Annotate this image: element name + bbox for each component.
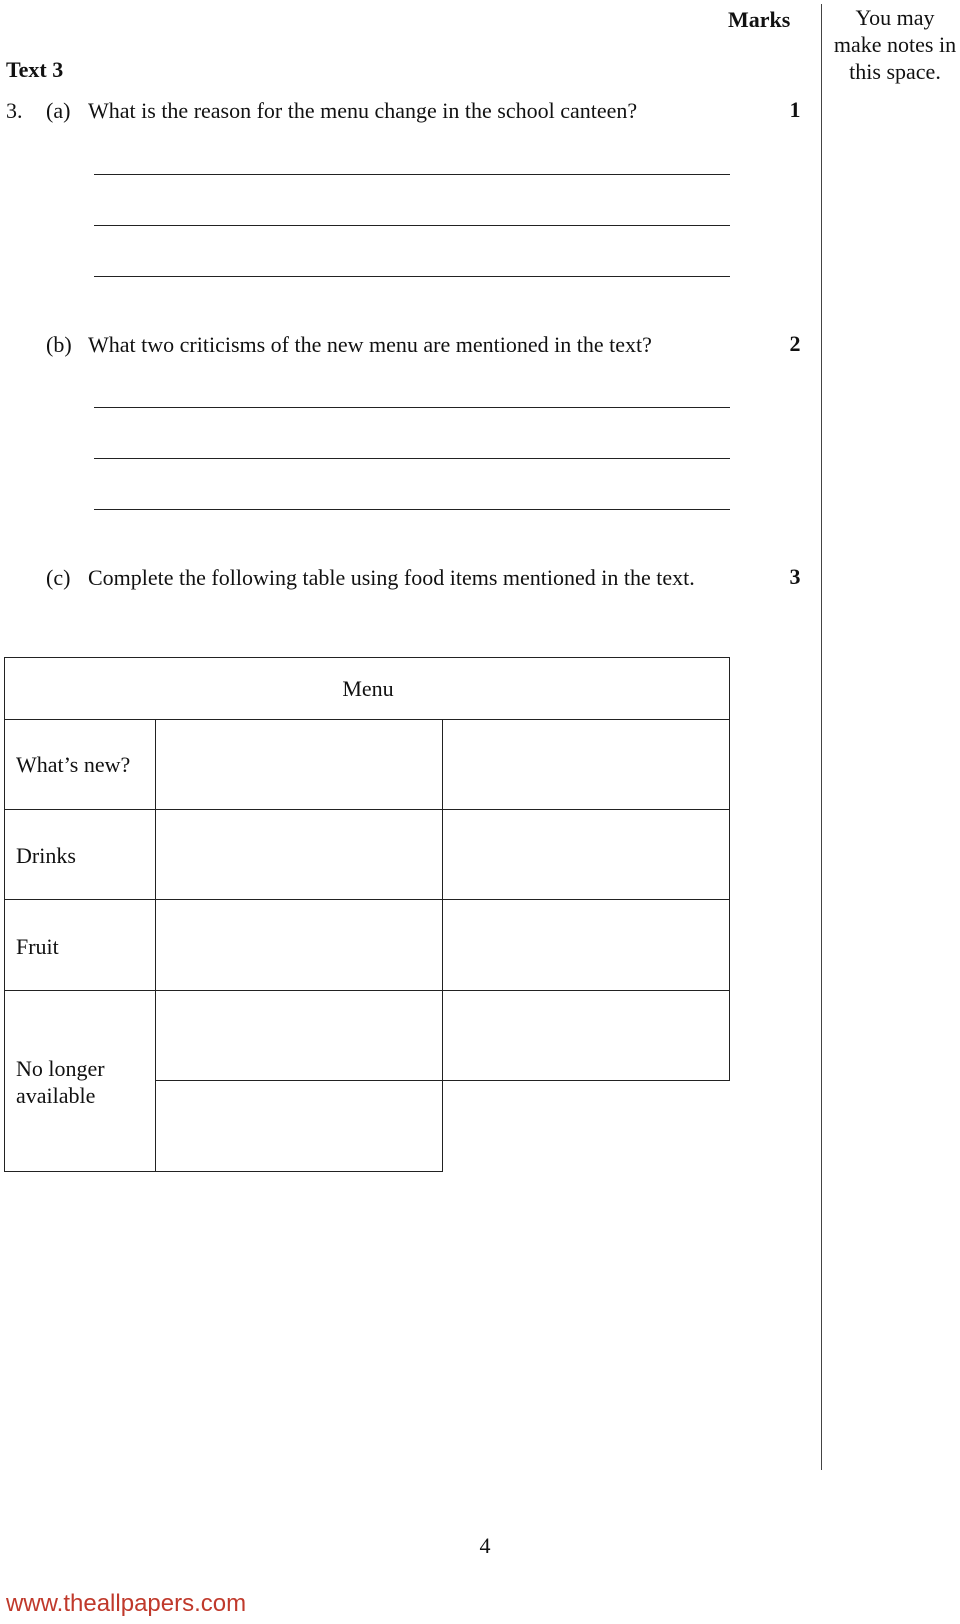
page-number: 4 (479, 1533, 491, 1558)
row-label-no-longer-available: No longer available (16, 1056, 105, 1108)
part-c-text: Complete the following table using food items mentioned in the text. (88, 565, 695, 590)
part-a-text: What is the reason for the menu change in the school canteen? (88, 98, 638, 123)
margin-rule (821, 4, 822, 1470)
notes-space-label: You may make notes in this space. (833, 5, 957, 84)
answer-cell-fruit-2[interactable] (442, 899, 730, 991)
answer-cell-no-longer-1[interactable] (155, 990, 443, 1081)
marks-header: Marks (728, 7, 791, 32)
answer-line-a1[interactable] (94, 174, 730, 175)
part-b-text: What two criticisms of the new menu are mentioned in the text? (88, 332, 652, 357)
answer-cell-drinks-2[interactable] (442, 809, 730, 900)
answer-line-a2[interactable] (94, 225, 730, 226)
menu-title-cell (4, 657, 730, 720)
footer-url-link[interactable]: www.theallpapers.com (6, 1590, 247, 1617)
row-label-drinks: Drinks (16, 843, 76, 868)
menu-title: Menu (342, 676, 394, 701)
part-c-label: (c) (46, 565, 71, 590)
answer-cell-no-longer-2[interactable] (442, 990, 730, 1081)
answer-cell-whats-new-2[interactable] (442, 719, 730, 810)
part-b-label: (b) (46, 332, 72, 357)
part-b-marks: 2 (789, 331, 801, 356)
part-c-marks: 3 (789, 564, 801, 589)
question-number: 3. (6, 98, 23, 123)
row-label-whats-new: What’s new? (16, 752, 131, 777)
part-a-label: (a) (46, 98, 71, 123)
answer-cell-no-longer-3[interactable] (155, 1080, 443, 1172)
answer-cell-whats-new-1[interactable] (155, 719, 443, 810)
answer-line-b2[interactable] (94, 458, 730, 459)
answer-line-a3[interactable] (94, 276, 730, 277)
section-title: Text 3 (6, 57, 64, 82)
row-label-fruit: Fruit (16, 934, 59, 959)
part-a-marks: 1 (789, 97, 801, 122)
answer-line-b3[interactable] (94, 509, 730, 510)
answer-cell-fruit-1[interactable] (155, 899, 443, 991)
answer-cell-drinks-1[interactable] (155, 809, 443, 900)
answer-line-b1[interactable] (94, 407, 730, 408)
